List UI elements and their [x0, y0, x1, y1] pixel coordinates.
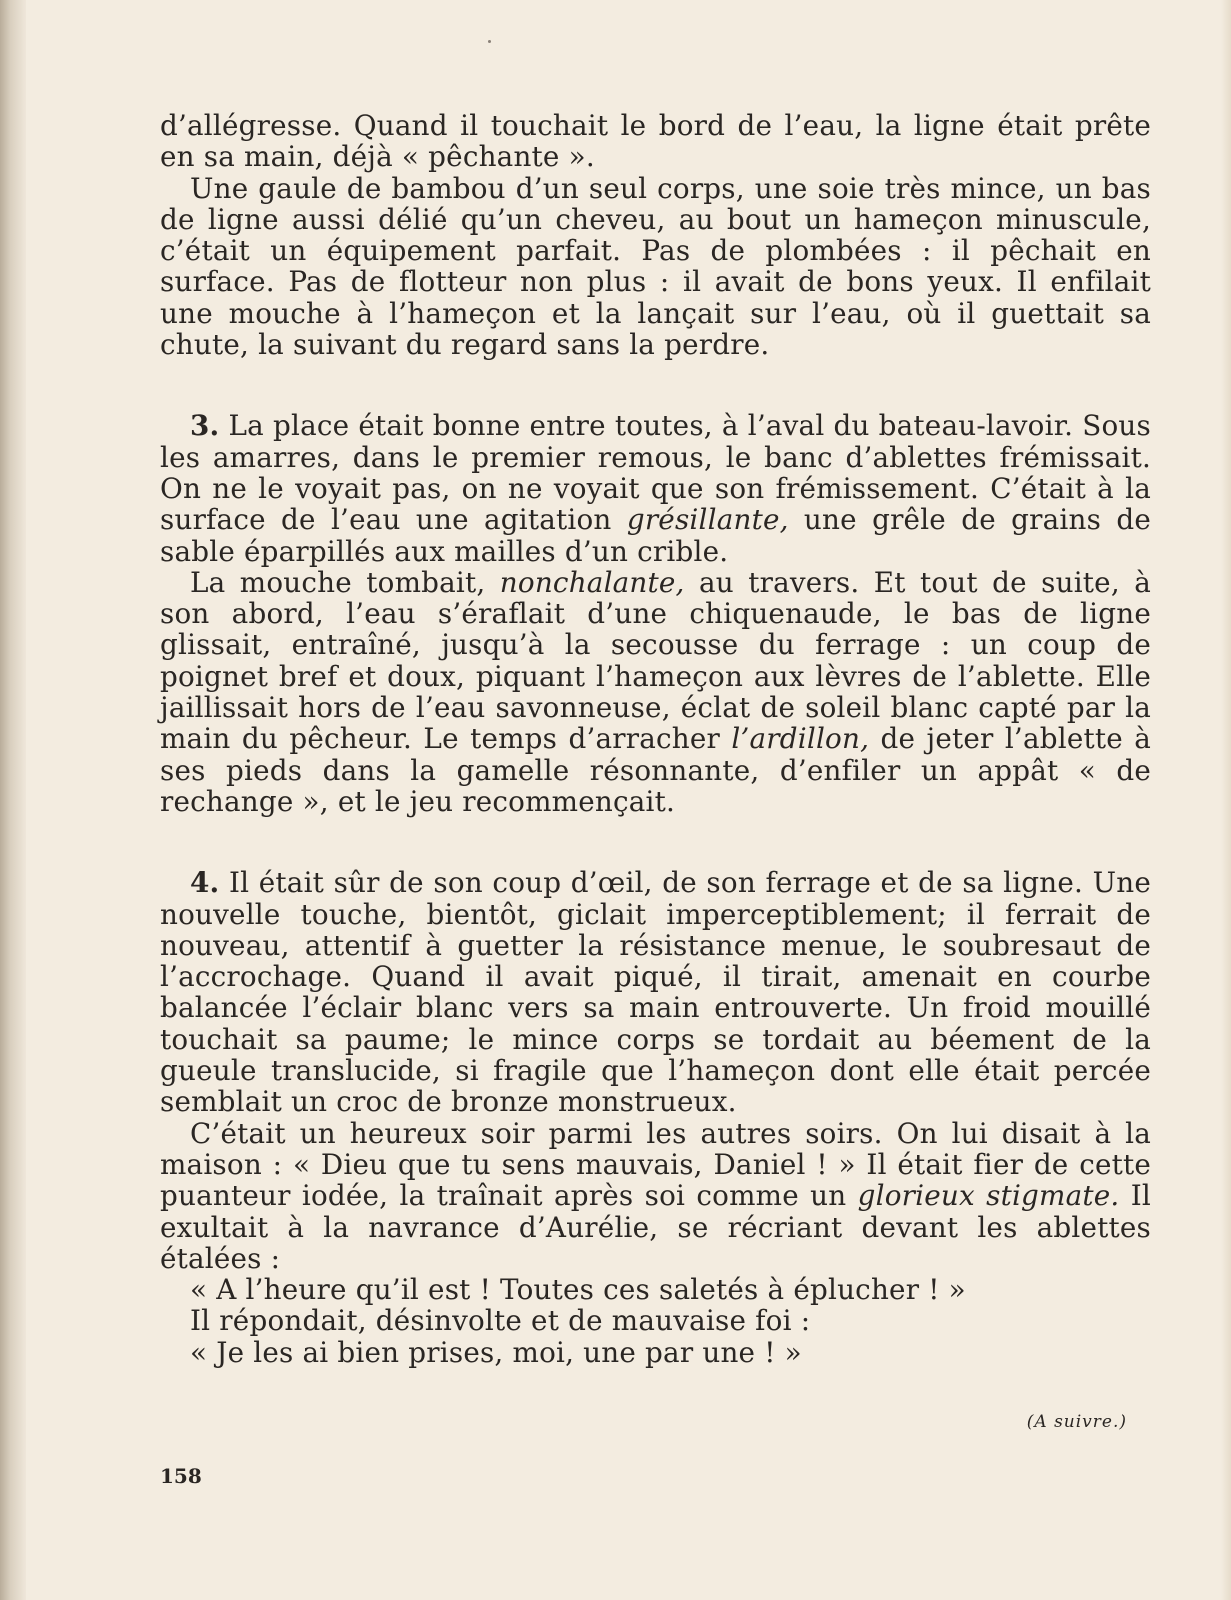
text-run: La place était bonne entre toutes, à l’aval du bateau-lavoir. Sous les amarres, dans le premier remous, le banc d’ablettes frémissait. On ne le voyait pas, on ne voyait que son frémissement. C’était à la surface de l’eau une agitation [160, 409, 1151, 537]
paragraph-3-2 [160, 567, 1151, 817]
dialogue-line-1: « A l’heure qu’il est ! Toutes ces saletés à éplucher ! » [190, 1273, 966, 1307]
section-4 [160, 867, 1151, 1368]
paragraph-4-2 [160, 1118, 1151, 1274]
italic-term: grésillante, [626, 503, 789, 537]
text-run: Il était sûr de son coup d’œil, de son ferrage et de sa ligne. Une nouvelle touche, bientôt, giclait imperceptiblement; il ferrait de nouveau, attentif à guetter la résistance menue, le soubresaut de l’accrochage. Quand il avait piqué, il tirait, amenait en courbe balancée l’éclair blanc vers sa main entrouverte. Un froid mouillé touchait sa paume; le mince corps se tordait au béement de la gueule translucide, si fragile que l’hameçon dont elle était percée semblait un croc de bronze monstrueux. [160, 866, 1151, 1119]
section-3 [160, 410, 1151, 817]
to-be-continued: (A suivre.) [1026, 1412, 1127, 1432]
dialogue-line-2: « Je les ai bien prises, moi, une par une ! » [190, 1335, 802, 1369]
italic-term: l’ardillon, [731, 722, 870, 756]
text-run: Il exultait à la navrance d’Aurélie, se récriant devant les ablettes étalées : [160, 1179, 1151, 1275]
italic-term: nonchalante, [499, 565, 685, 599]
text-run: une grêle de grains de sable éparpillés aux mailles d’un crible. [160, 503, 1152, 568]
paragraph-equipment: Une gaule de bambou d’un seul corps, une soie très mince, un bas de ligne aussi délié qu’un cheveu, au bout un hameçon minuscule, c’était un équipement parfait. Pas de plombées : il pêchait en surface. Pas de flotteur non plus : il avait de bons yeux. Il enfilait une mouche à l’hameçon et la lançait sur l’eau, où il guettait sa chute, la suivant du regard sans la perdre. [160, 171, 1151, 362]
paragraph-continuation: d’allégresse. Quand il touchait le bord de l’eau, la ligne était prête en sa main, déjà « pêchante ». [160, 109, 1151, 174]
text-column [160, 110, 1151, 1368]
italic-term: glorieux stigmate. [857, 1179, 1120, 1213]
print-speck [488, 40, 491, 43]
section-number: 3. [190, 409, 220, 443]
text-run: de jeter l’ablette à ses pieds dans la gamelle résonnante, d’enfiler un appât « de rechange », et le jeu recommençait. [160, 722, 1151, 818]
paragraph-3-1 [160, 410, 1151, 566]
paragraph-4-1 [160, 867, 1151, 1117]
text-run: La mouche tombait, [190, 565, 500, 599]
text-run: au travers. Et tout de suite, à son abord, l’eau s’éraflait d’une chiquenaude, le bas de ligne glissait, entraîné, jusqu’à la secousse du ferrage : un coup de poignet bref et doux, piquant l’hameçon aux lèvres de l’ablette. Elle jaillissait hors de l’eau savonneuse, éclat de soleil blanc capté par la main du pêcheur. Le temps d’arracher [160, 565, 1151, 756]
text-run: C’était un heureux soir parmi les autres soirs. On lui disait à la maison : « Dieu que tu sens mauvais, Daniel ! » Il était fier de cette puanteur iodée, la traînait après soi comme un [160, 1116, 1151, 1213]
continuation-section [160, 110, 1151, 360]
book-gutter-shadow [0, 0, 26, 1600]
page-edge [1221, 0, 1231, 1600]
section-number: 4. [190, 866, 220, 900]
page-number: 158 [160, 1464, 202, 1488]
dialogue-intro: Il répondait, désinvolte et de mauvaise foi : [190, 1304, 811, 1338]
